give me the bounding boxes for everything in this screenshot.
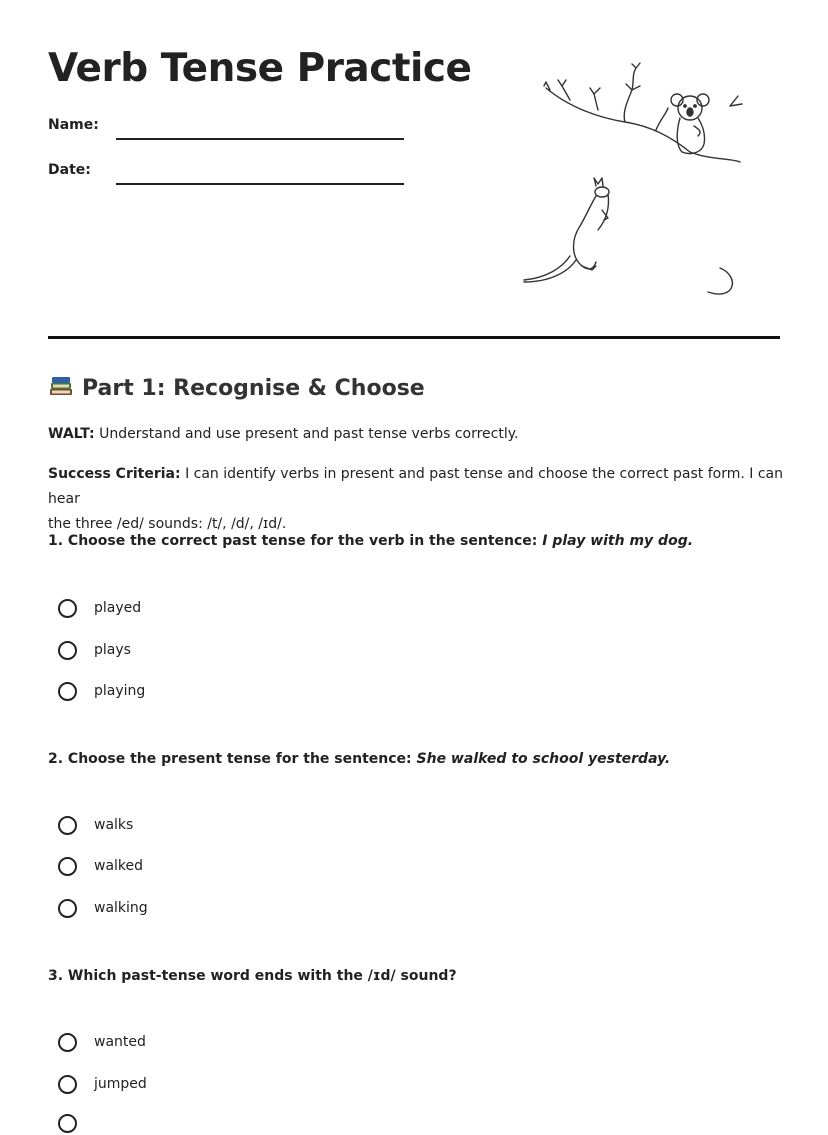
radio-button[interactable]: [58, 599, 77, 618]
option-label: playing: [94, 683, 146, 699]
books-icon: [48, 374, 74, 398]
option-label: wanted: [94, 1034, 146, 1050]
option-third[interactable]: [58, 1111, 94, 1135]
option-label: walked: [94, 858, 144, 874]
walt-line: [48, 422, 784, 447]
question-1: [48, 533, 693, 549]
option-label: walking: [94, 900, 148, 916]
option-label: walks: [94, 817, 134, 833]
question-2: [48, 751, 670, 767]
option-walks[interactable]: [58, 813, 133, 837]
radio-button[interactable]: [58, 682, 77, 701]
question-1-sentence: I play with my dog.: [542, 533, 694, 549]
question-3-prompt: 3. Which past-tense word ends with the /ɪd/ sound?: [48, 968, 457, 984]
success-criteria: [48, 462, 784, 537]
radio-button[interactable]: [58, 1075, 77, 1094]
option-walked[interactable]: [58, 854, 143, 878]
question-2-prompt: 2. Choose the present tense for the sentence:: [48, 751, 417, 767]
date-line: [116, 183, 404, 185]
name-line: [116, 138, 404, 140]
option-played[interactable]: [58, 596, 141, 620]
radio-button[interactable]: [58, 641, 77, 660]
option-jumped[interactable]: [58, 1072, 147, 1096]
radio-button[interactable]: [58, 1114, 77, 1133]
question-2-sentence: She walked to school yesterday.: [416, 751, 671, 767]
section-title-text: Part 1: Recognise & Choose: [82, 376, 425, 401]
success-label: Success Criteria:: [48, 466, 181, 482]
radio-button[interactable]: [58, 816, 77, 835]
date-label: Date:: [48, 162, 91, 178]
name-label: Name:: [48, 117, 99, 133]
radio-button[interactable]: [58, 899, 77, 918]
section-divider: [48, 336, 780, 339]
success-text-line2: the three /ed/ sounds: /t/, /d/, /ɪd/.: [48, 516, 287, 532]
option-playing[interactable]: [58, 679, 145, 703]
question-3: [48, 968, 457, 984]
option-plays[interactable]: [58, 638, 131, 662]
koala-kangaroo-illustration: [510, 60, 770, 310]
question-1-prompt: 1. Choose the correct past tense for the verb in the sentence:: [48, 533, 543, 549]
option-wanted[interactable]: [58, 1030, 146, 1054]
section-title: [48, 374, 425, 401]
radio-button[interactable]: [58, 1033, 77, 1052]
option-label: jumped: [94, 1076, 147, 1092]
success-text-line1: I can identify verbs in present and past tense and choose the correct past form. I can hear: [48, 466, 784, 507]
walt-text: Understand and use present and past tense verbs correctly.: [99, 426, 519, 442]
option-label: plays: [94, 642, 131, 658]
radio-button[interactable]: [58, 857, 77, 876]
walt-label: WALT:: [48, 426, 95, 442]
option-label: played: [94, 600, 142, 616]
option-walking[interactable]: [58, 896, 148, 920]
worksheet-title: Verb Tense Practice: [48, 46, 472, 91]
